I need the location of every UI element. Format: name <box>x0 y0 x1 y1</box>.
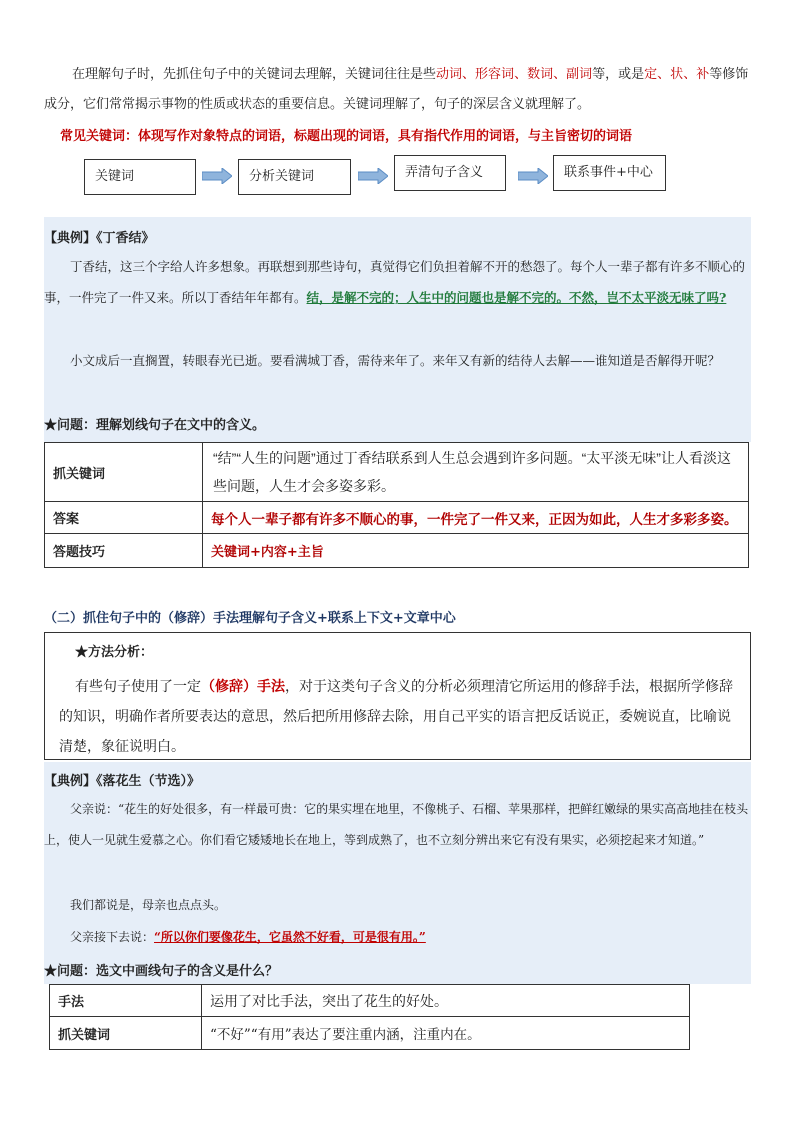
rhetoric-keyword: （修辞）手法 <box>201 678 285 694</box>
flow-step-connect: 联系事件+中心 <box>553 155 666 191</box>
section2-heading: （二）抓住句子中的（修辞）手法理解句子含义+联系上下文+文章中心 <box>44 611 456 626</box>
example1-title: 【典例】《丁香结》 <box>44 231 155 246</box>
table-label: 答案 <box>45 502 203 534</box>
table-value: “不好”“有用”表达了要注重内涵，注重内在。 <box>202 1017 690 1050</box>
example1-paragraph-1: 丁香结，这三个字给人许多想象。再联想到那些诗句，真觉得它们负担着解不开的愁怨了。每个人一辈子都有许多不顺心的事，一件完了一件又来。所以丁香结年年都有。结，是解不完的；人生中的问题也是解不完的。不然，岂不太平淡无味了吗? <box>44 259 746 305</box>
example2-paragraph-2: 我们都说是，母亲也点点头。 <box>70 898 227 912</box>
table-label: 答题技巧 <box>45 534 203 568</box>
common-keywords-line: 常见关键词：体现写作对象特点的词语，标题出现的词语，具有指代作用的词语，与主旨密切的词语 <box>60 129 633 144</box>
table-label: 抓关键词 <box>45 443 203 502</box>
flow-arrow-icon <box>518 168 548 184</box>
flow-arrow-icon <box>202 168 232 184</box>
example1-question: ★问题：理解划线句子在文中的含义。 <box>44 418 266 433</box>
example2-paragraph-3: 父亲接下去说：“所以你们要像花生，它虽然不好看，可是很有用。” <box>70 930 426 944</box>
keyword-verb: 动词 <box>436 67 463 82</box>
flow-step-clarify: 弄清句子含义 <box>394 155 506 191</box>
example1-paragraph-2: 小文成后一直搁置，转眼春光已逝。要看满城丁香，需待来年了。来年又有新的结待人去解——谁知道是否解得开呢？ <box>70 353 721 368</box>
flow-step-keyword: 关键词 <box>84 159 196 195</box>
table-row <box>45 443 749 502</box>
keyword-numeral: 数词 <box>527 67 554 82</box>
table-row <box>50 985 690 1017</box>
example2-title: 【典例】《落花生（节选）》 <box>44 774 201 789</box>
table-value: “结”“人生的问题”通过丁香结联系到人生总会遇到许多问题。“太平淡无味”让人看淡这些问题，人生才会多姿多彩。 <box>203 443 749 502</box>
table-value: 运用了对比手法，突出了花生的好处。 <box>202 985 690 1017</box>
underlined-sentence: 结，是解不完的；人生中的问题也是解不完的。不然，岂不太平淡无味了吗? <box>306 290 727 305</box>
flow-arrow-icon <box>358 168 388 184</box>
table-label: 手法 <box>50 985 202 1017</box>
keyword-adverb: 副词 <box>566 67 593 82</box>
keyword-adjective: 形容词 <box>475 67 515 82</box>
example2-paragraph-1: 父亲说：“花生的好处很多，有一样最可贵：它的果实埋在地里，不像桃子、石榴、苹果那样，把鲜红嫩绿的果实高高地挂在枝头上，使人一见就生爱慕之心。你们看它矮矮地长在地上，等到成熟了，也不立刻分辨出来它有没有果实，必须挖起来才知道。” <box>44 802 749 847</box>
table-row <box>45 534 749 568</box>
flow-step-analyze: 分析关键词 <box>238 159 351 195</box>
method-title: ★方法分析： <box>75 644 154 659</box>
table-label: 抓关键词 <box>50 1017 202 1050</box>
method-text: 有些句子使用了一定（修辞）手法，对于这类句子含义的分析必须理清它所运用的修辞手法，根据所学修辞的知识，明确作者所要表达的意思，然后把所用修辞去除，用自己平实的语言把反话说正，委婉说直，比喻说清楚，象征说明白。 <box>59 678 733 754</box>
table-value: 关键词+内容+主旨 <box>203 534 749 568</box>
example1-answer-table <box>44 442 749 568</box>
example2-answer-table <box>49 984 690 1050</box>
table-row <box>45 502 749 534</box>
underlined-sentence: “所以你们要像花生，它虽然不好看，可是很有用。” <box>154 930 426 944</box>
table-row <box>50 1017 690 1050</box>
example2-question: ★问题：选文中画线句子的含义是什么？ <box>44 964 279 979</box>
method-analysis-box <box>44 632 751 760</box>
table-value: 每个人一辈子都有许多不顺心的事，一件完了一件又来，正因为如此，人生才多彩多姿。 <box>203 502 749 534</box>
intro-paragraph: 在理解句子时，先抓住句子中的关键词去理解，关键词往往是些动词、形容词、数词、副词等，或是定、状、补等修饰成分，它们常常揭示事物的性质或状态的重要信息。关键词理解了，句子的深层含义就理解了。 <box>44 67 749 112</box>
